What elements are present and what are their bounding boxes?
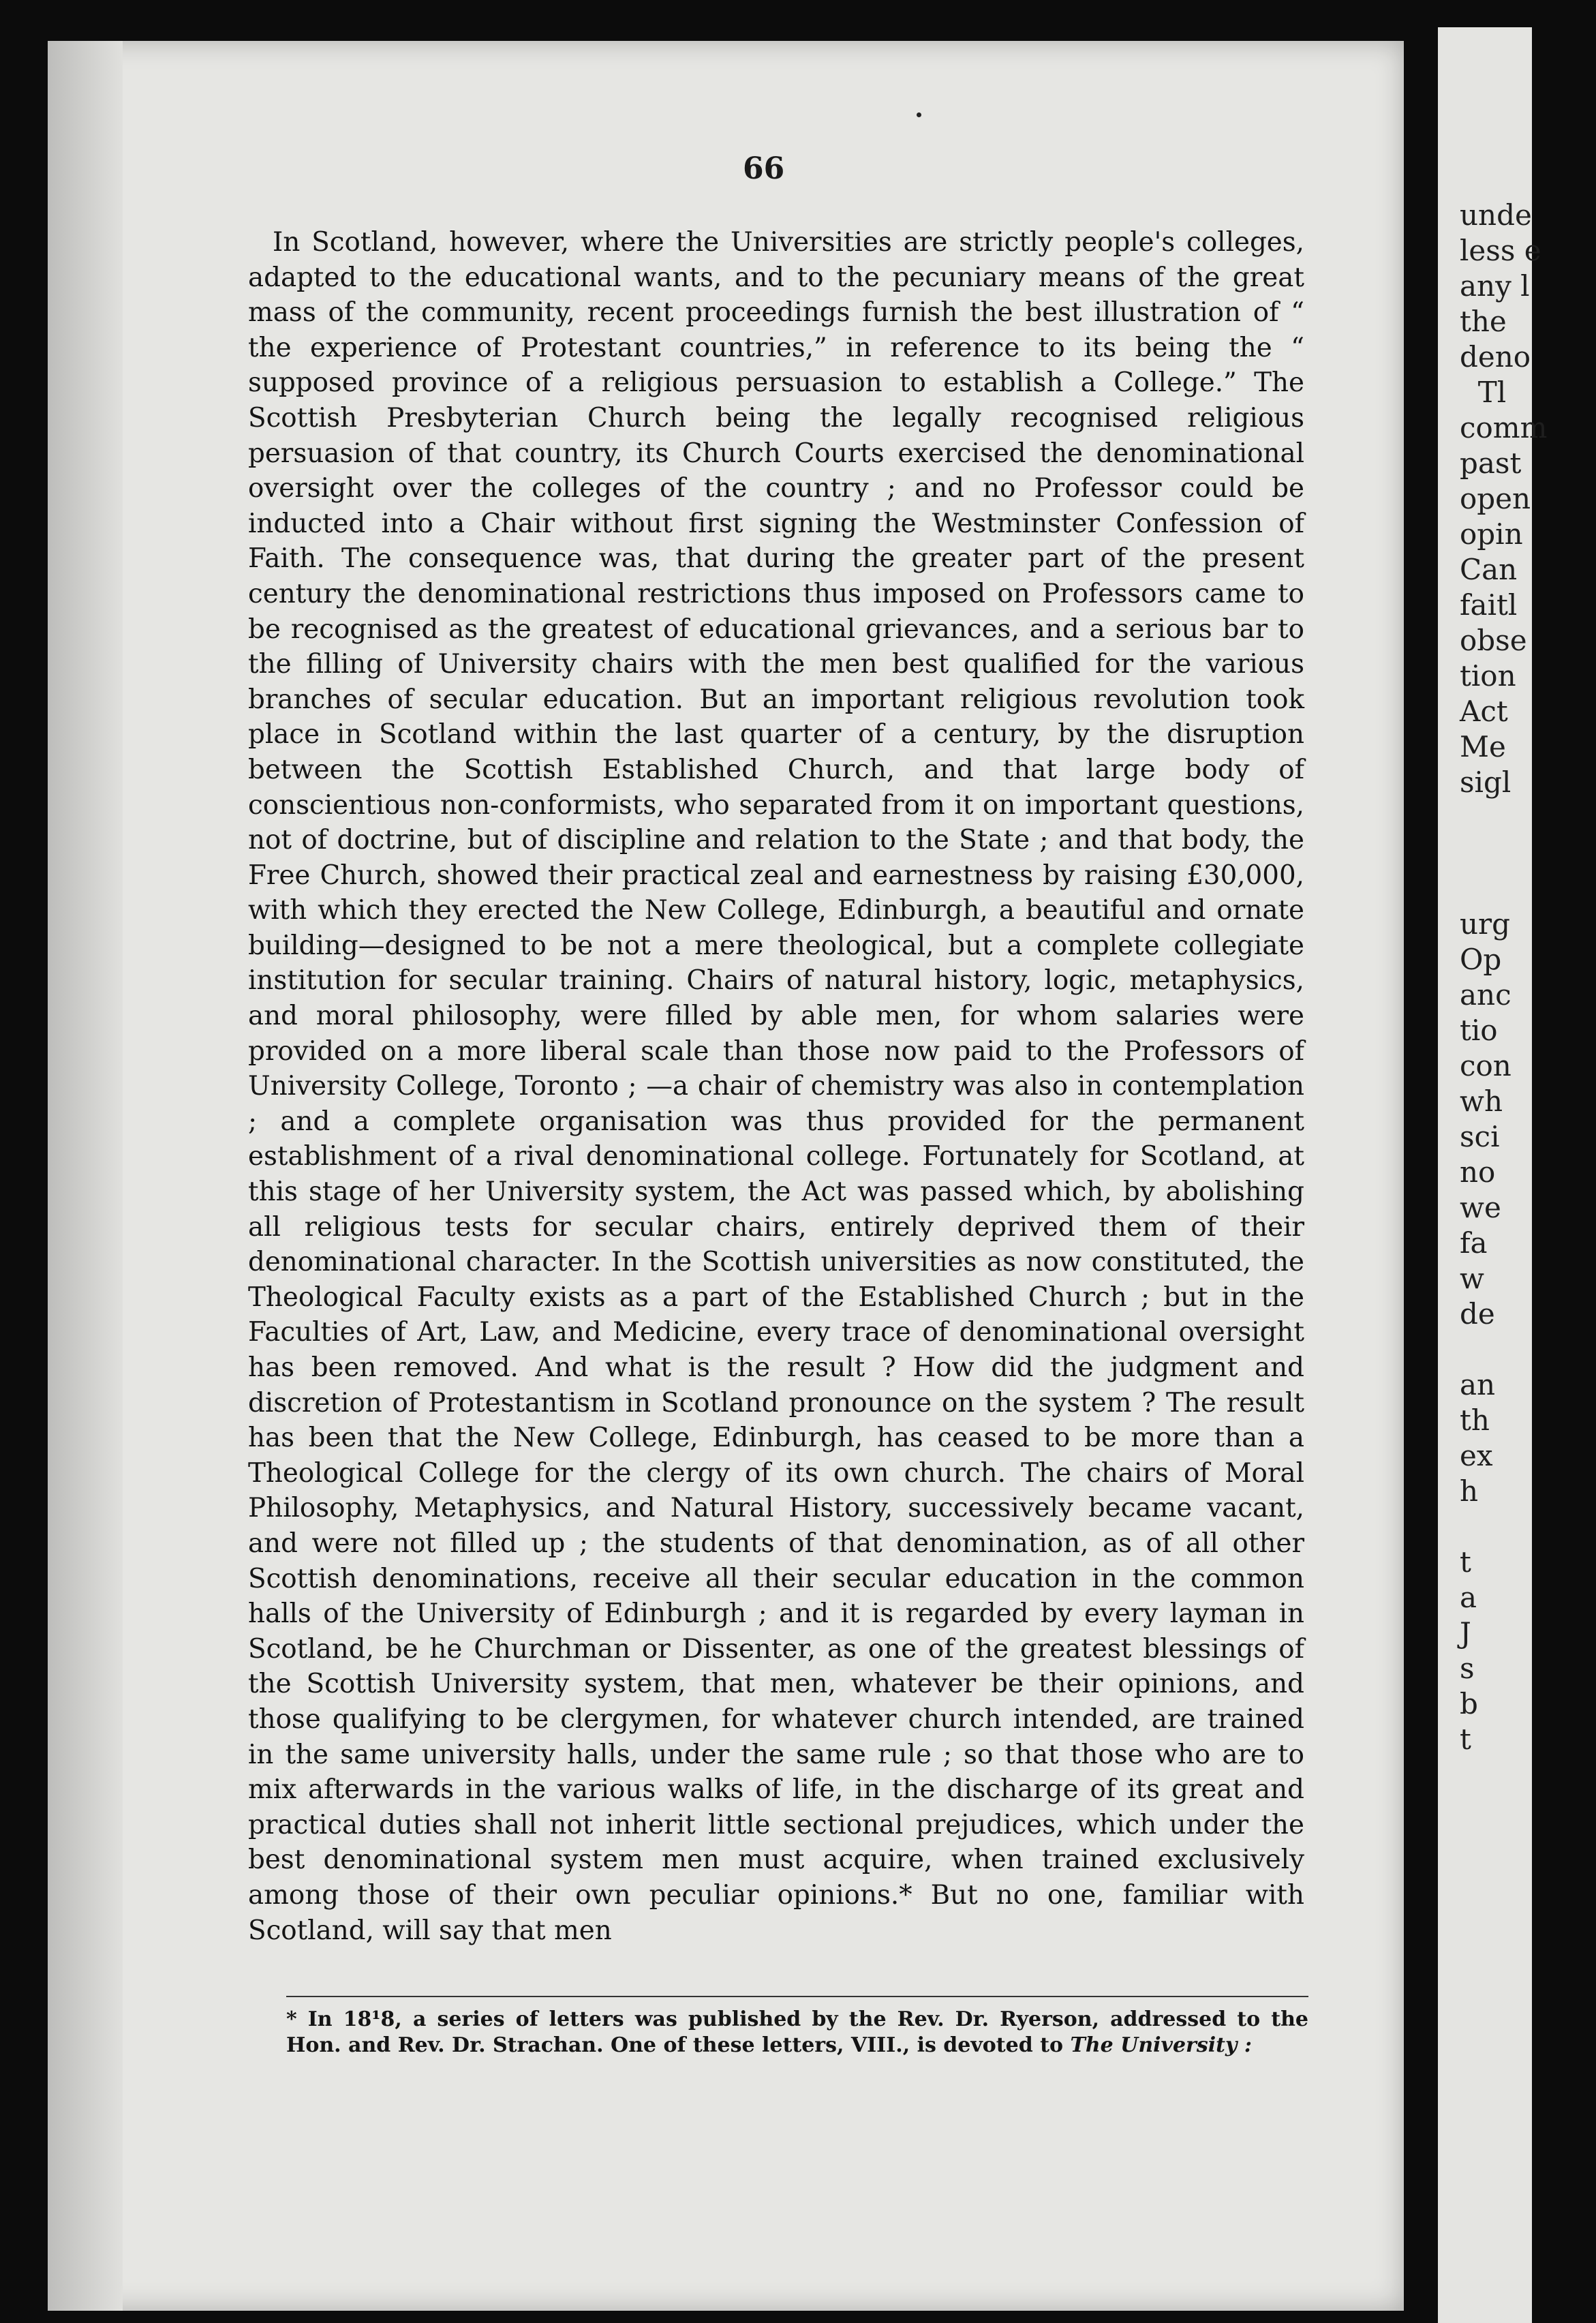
footnote-text: * In 18¹8, a series of letters was published by the Rev. Dr. Ryerson, addressed to the Hon. and Rev. Dr. Strachan. One of these letters, VIII., is devoted to [286,2007,1308,2057]
footnote [286,2007,1308,2059]
footnote-italic-title: The University : [1070,2033,1252,2057]
page-edge-shadow [48,41,123,2311]
body-paragraph: In Scotland, however, where the Universities are strictly people's colleges, adapted to the educational wants, and to the pecuniary means of the great mass of the community, recent proceedings furnish the best illustration of “ the experience of Protestant countries,” in reference to its being the “ supposed province of a religious persuasion to establish a College.” The Scottish Presbyterian Church being the legally recognised religious persuasion of that country, its Church Courts exercised the denominational oversight over the colleges of the country ; and no Professor could be inducted into a Chair without first signing the Westminster Confession of Faith. The consequence was, that during the greater part of the present century the denominational restrictions thus imposed on Professors came to be recognised as the greatest of educational grievances, and a serious bar to the filling of University chairs with the men best qualified for the various branches of secular education. But an important religious revolution took place in Scotland within the last quarter of a century, by the disruption between the Scottish Established Church, and that large body of conscientious non-conformists, who separated from it on important questions, not of doctrine, but of discipline and relation to the State ; and that body, the Free Church, showed their practical zeal and earnestness by raising £30,000, with which they erected the New College, Edinburgh, a beautiful and ornate building—designed to be not a mere theological, but a complete collegiate institution for secular training. Chairs of natural history, logic, metaphysics, and moral philosophy, were filled by able men, for whom salaries were provided on a more liberal scale than those now paid to the Professors of University College, Toronto ; —a chair of chemistry was also in contemplation ; and a complete organisation was thus provided for the permanent establishment of a rival denominational college. Fortunately for Scotland, at this stage of her University system, the Act was passed which, by abolishing all religious tests for secular chairs, entirely deprived them of their denominational character. In the Scottish universities as now constituted, the Theological Faculty exists as a part of the Established Church ; but in the Faculties of Art, Law, and Medicine, every trace of denominational oversight has been removed. And what is the result ? How did the judgment and discretion of Protestantism in Scotland pronounce on the system ? The result has been that the New College, Edinburgh, has ceased to be more than a Theological College for the clergy of its own church. The chairs of Moral Philosophy, Metaphysics, and Natural History, successively became vacant, and were not filled up ; the students of that denomination, as of all other Scottish denominations, receive all their secular education in the common halls of the University of Edinburgh ; and it is regarded by every layman in Scotland, be he Churchman or Dissenter, as one of the greatest blessings of the Scottish University system, that men, whatever be their opinions, and those qualifying to be clergymen, for whatever church intended, are trained in the same university halls, under the same rule ; so that those who are to mix afterwards in the various walks of life, in the discharge of its great and practical duties shall not inherit little sectional prejudices, which under the best denominational system men must acquire, when trained exclusively among those of their own peculiar opinions.* But no one, familiar with Scotland, will say that men [248,227,1304,1946]
footnote-rule [286,1996,1308,1997]
ink-speck [917,112,921,117]
page-number: 66 [743,151,785,186]
facing-page [1438,27,1548,2323]
facing-page-text: unde less e any l the deno Tl comm past open opin Can faitl obse tion Act Me sigl urg Op anc tio con wh sci no we fa w de an th ex h t a J s b t [1460,198,1548,1756]
body-text [248,225,1304,1948]
